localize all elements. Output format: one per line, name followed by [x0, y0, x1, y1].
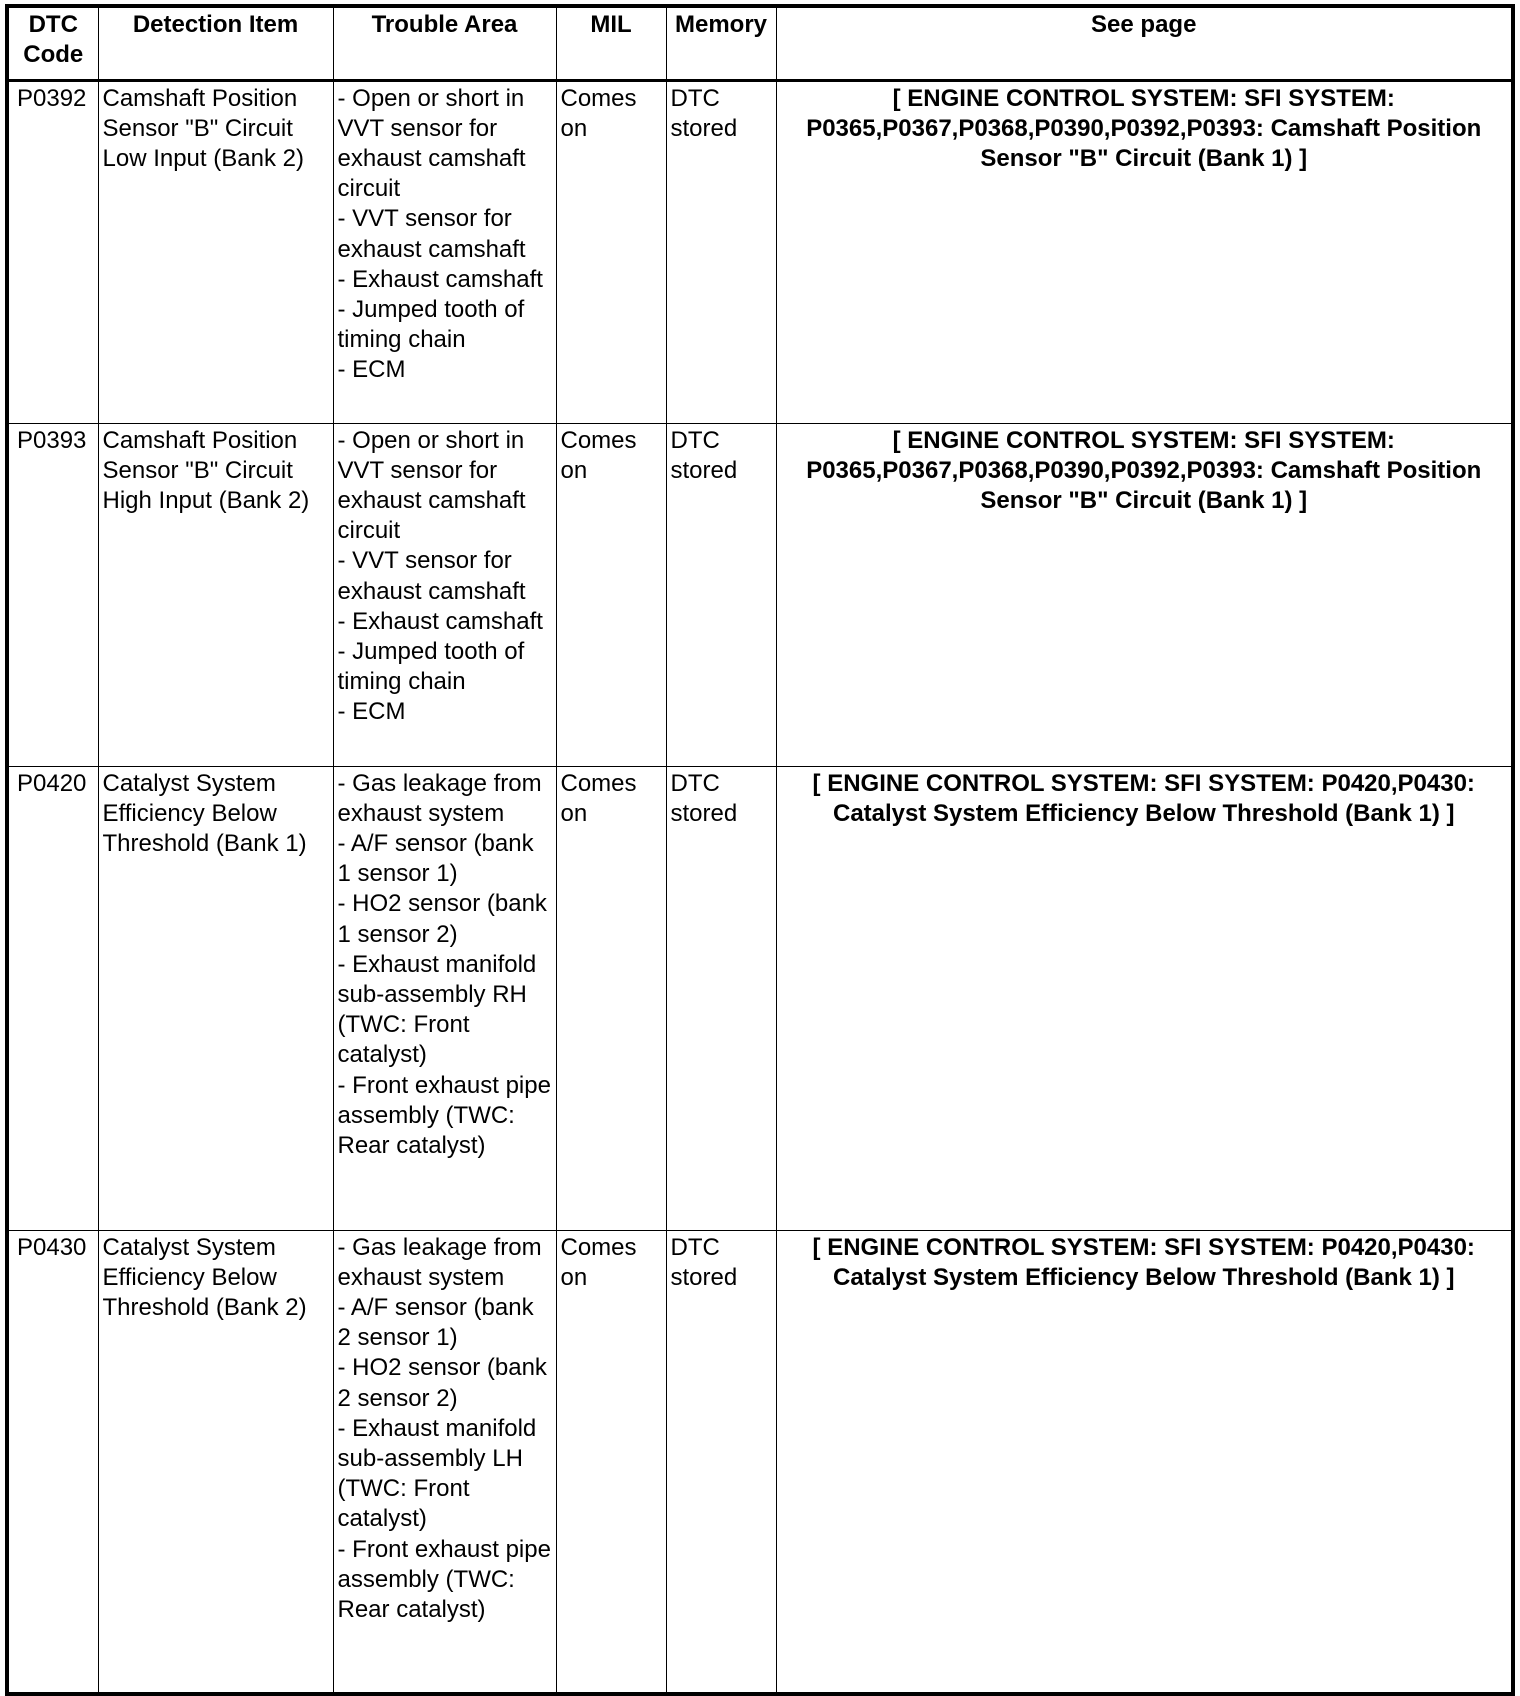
table-header	[7, 6, 1513, 80]
memory-cell: DTC stored	[666, 1230, 776, 1694]
header-memory: Memory	[666, 6, 776, 80]
dtc-code-cell: P0393	[7, 423, 98, 766]
mil-cell: Comes on	[556, 423, 666, 766]
trouble-area-cell: - Open or short in VVT sensor for exhaust camshaft circuit - VVT sensor for exhaust camshaft - Exhaust camshaft - Jumped tooth of timing chain - ECM	[333, 80, 556, 423]
trouble-area-cell: - Gas leakage from exhaust system - A/F sensor (bank 1 sensor 1) - HO2 sensor (bank 1 sensor 2) - Exhaust manifold sub-assembly RH (TWC: Front catalyst) - Front exhaust pipe assembly (TWC: Rear catalyst)	[333, 766, 556, 1230]
header-mil: MIL	[556, 6, 666, 80]
header-dtc-code: DTC Code	[7, 6, 98, 80]
table-body	[7, 80, 1513, 1694]
dtc-code-cell: P0420	[7, 766, 98, 1230]
header-see-page: See page	[776, 6, 1513, 80]
header-detection-item: Detection Item	[98, 6, 333, 80]
header-row	[7, 6, 1513, 80]
table-row	[7, 766, 1513, 1230]
header-trouble-area: Trouble Area	[333, 6, 556, 80]
mil-cell: Comes on	[556, 766, 666, 1230]
memory-cell: DTC stored	[666, 423, 776, 766]
dtc-table	[5, 4, 1515, 1696]
table-row	[7, 1230, 1513, 1694]
table-row	[7, 423, 1513, 766]
mil-cell: Comes on	[556, 1230, 666, 1694]
see-page-link[interactable]: [ ENGINE CONTROL SYSTEM: SFI SYSTEM: P0365,P0367,P0368,P0390,P0392,P0393: Camshaft Position Sensor "B" Circuit (Bank 1) ]	[776, 423, 1513, 766]
detection-item-cell: Camshaft Position Sensor "B" Circuit High Input (Bank 2)	[98, 423, 333, 766]
trouble-area-cell: - Open or short in VVT sensor for exhaust camshaft circuit - VVT sensor for exhaust camshaft - Exhaust camshaft - Jumped tooth of timing chain - ECM	[333, 423, 556, 766]
see-page-link[interactable]: [ ENGINE CONTROL SYSTEM: SFI SYSTEM: P0420,P0430: Catalyst System Efficiency Below Threshold (Bank 1) ]	[776, 766, 1513, 1230]
see-page-link[interactable]: [ ENGINE CONTROL SYSTEM: SFI SYSTEM: P0365,P0367,P0368,P0390,P0392,P0393: Camshaft Position Sensor "B" Circuit (Bank 1) ]	[776, 80, 1513, 423]
detection-item-cell: Camshaft Position Sensor "B" Circuit Low Input (Bank 2)	[98, 80, 333, 423]
dtc-code-cell: P0392	[7, 80, 98, 423]
memory-cell: DTC stored	[666, 80, 776, 423]
trouble-area-cell: - Gas leakage from exhaust system - A/F sensor (bank 2 sensor 1) - HO2 sensor (bank 2 sensor 2) - Exhaust manifold sub-assembly LH (TWC: Front catalyst) - Front exhaust pipe assembly (TWC: Rear catalyst)	[333, 1230, 556, 1694]
dtc-code-cell: P0430	[7, 1230, 98, 1694]
see-page-link[interactable]: [ ENGINE CONTROL SYSTEM: SFI SYSTEM: P0420,P0430: Catalyst System Efficiency Below Threshold (Bank 1) ]	[776, 1230, 1513, 1694]
memory-cell: DTC stored	[666, 766, 776, 1230]
mil-cell: Comes on	[556, 80, 666, 423]
table-row	[7, 80, 1513, 423]
detection-item-cell: Catalyst System Efficiency Below Threshold (Bank 1)	[98, 766, 333, 1230]
detection-item-cell: Catalyst System Efficiency Below Threshold (Bank 2)	[98, 1230, 333, 1694]
